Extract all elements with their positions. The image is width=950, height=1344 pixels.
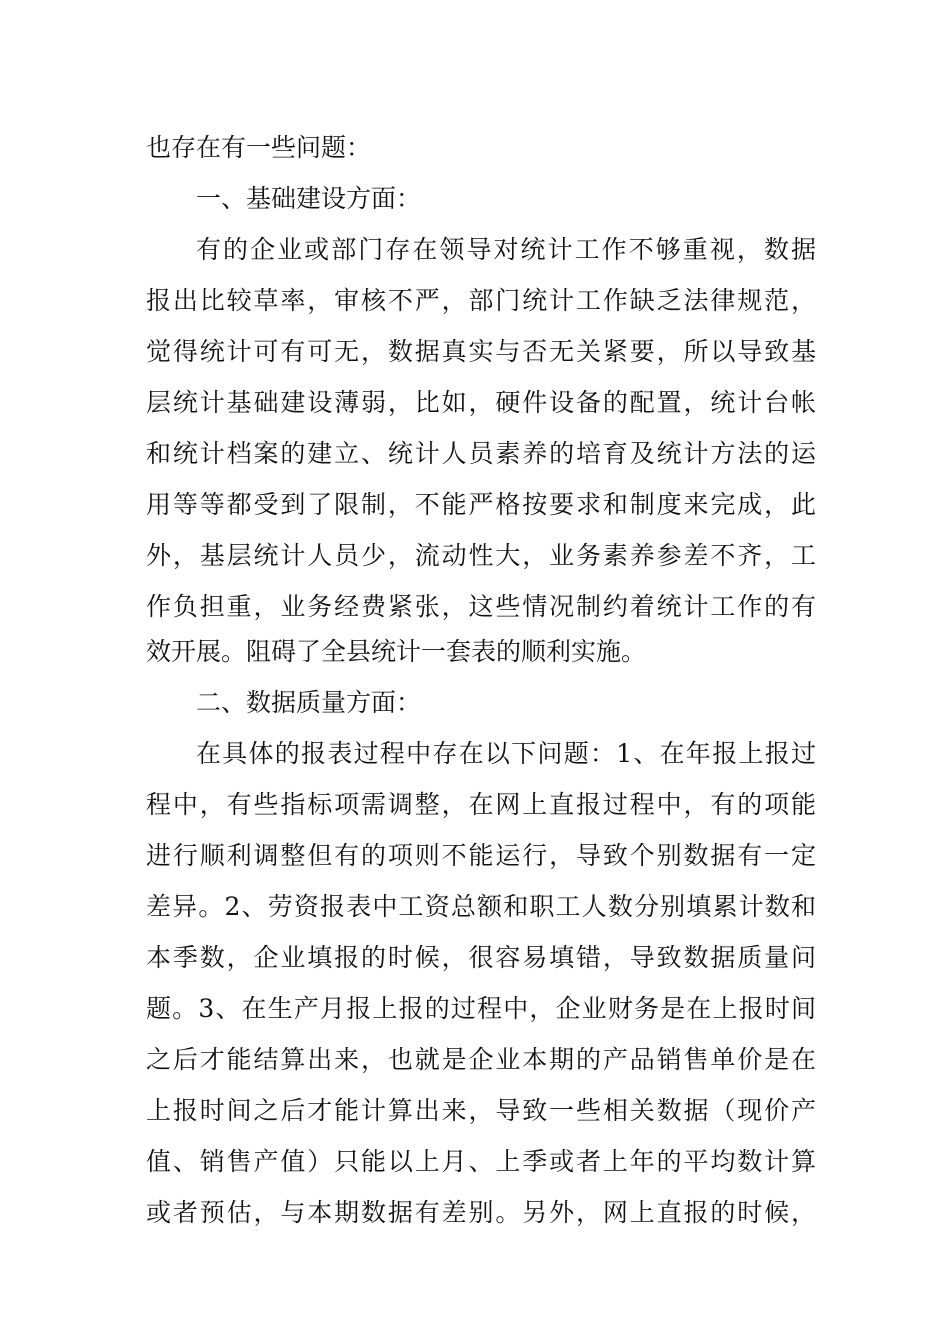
text-line: 觉得统计可有可无，数据真实与否无关紧要，所以导致基 — [146, 337, 816, 366]
text-line: 层统计基础建设薄弱，比如，硬件设备的配置，统计台帐 — [146, 388, 816, 417]
text-line: 上报时间之后才能计算出来，导致一些相关数据（现价产 — [146, 1096, 816, 1125]
text-line: 本季数，企业填报的时候，很容易填错，导致数据质量问 — [146, 943, 816, 972]
text-line: 差异。2、劳资报表中工资总额和职工人数分别填累计数和 — [146, 892, 816, 921]
text-line: 效开展。阻碍了全县统计一套表的顺利实施。 — [146, 637, 647, 666]
text-line: 有的企业或部门存在领导对统计工作不够重视，数据 — [196, 235, 816, 264]
text-line: 作负担重，业务经费紧张，这些情况制约着统计工作的有 — [146, 592, 816, 621]
text-line: 或者预估，与本期数据有差别。另外，网上直报的时候， — [146, 1198, 816, 1227]
text-line: 题。3、在生产月报上报的过程中，企业财务是在上报时间 — [146, 994, 816, 1023]
text-line: 和统计档案的建立、统计人员素养的培育及统计方法的运 — [146, 439, 816, 468]
text-line: 用等等都受到了限制，不能严格按要求和制度来完成，此 — [146, 490, 816, 519]
text-line: 进行顺利调整但有的项则不能运行，导致个别数据有一定 — [146, 841, 816, 870]
text-line: 外，基层统计人员少，流动性大，业务素养参差不齐，工 — [146, 541, 816, 570]
text-line: 也存在有一些问题： — [146, 133, 372, 162]
text-line: 之后才能结算出来，也就是企业本期的产品销售单价是在 — [146, 1045, 816, 1074]
section-heading: 二、数据质量方面： — [196, 688, 422, 717]
text-line: 值、销售产值）只能以上月、上季或者上年的平均数计算 — [146, 1147, 816, 1176]
text-line: 程中，有些指标项需调整，在网上直报过程中，有的项能 — [146, 790, 816, 819]
section-heading: 一、基础建设方面： — [196, 184, 422, 213]
text-line: 在具体的报表过程中存在以下问题：1、在年报上报过 — [196, 739, 816, 768]
text-line: 报出比较草率，审核不严，部门统计工作缺乏法律规范， — [146, 286, 816, 315]
